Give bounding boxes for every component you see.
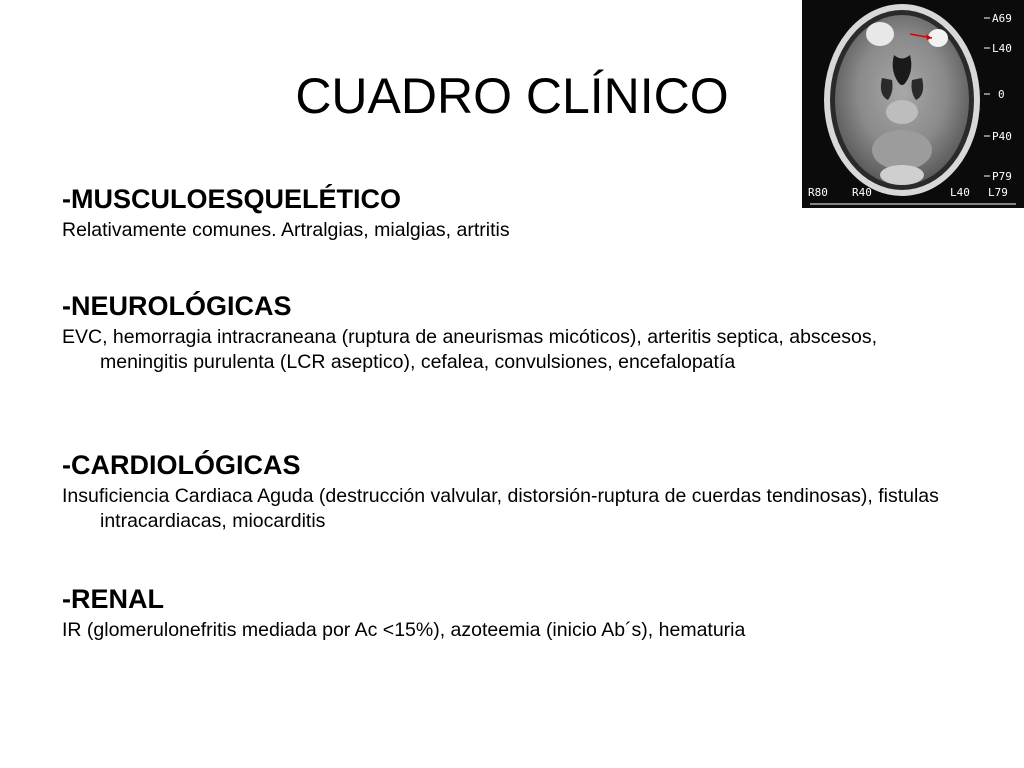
section-renal	[62, 580, 745, 643]
section-neurological	[62, 287, 962, 375]
section-heading: -MUSCULOESQUELÉTICO	[62, 184, 402, 214]
section-heading: -NEUROLÓGICAS	[62, 291, 292, 321]
mri-label-p40: P40	[992, 130, 1012, 143]
section-body: EVC, hemorragia intracraneana (ruptura de aneurismas micóticos), arteritis septica, abscesos, meningitis purulenta (LCR aseptico), cefalea, convulsiones, encefalopatía	[62, 326, 878, 373]
mri-label-0: 0	[998, 88, 1005, 101]
slide-title: CUADRO CLÍNICO	[295, 68, 729, 124]
mri-label-a69: A69	[992, 12, 1012, 25]
mri-label-a40: L40	[992, 42, 1012, 55]
section-musculoskeletal	[62, 180, 510, 243]
brain-mri-image	[802, 0, 1024, 208]
mri-label-r80: R80	[808, 186, 828, 199]
section-body: Insuficiencia Cardiaca Aguda (destrucción valvular, distorsión-ruptura de cuerdas tendinosas), fistulas intracardiacas, miocarditis	[62, 485, 939, 532]
brain-mri-graphic	[802, 0, 1024, 208]
mri-label-l40: L40	[950, 186, 970, 199]
mri-label-l79: L79	[988, 186, 1008, 199]
section-body: IR (glomerulonefritis mediada por Ac <15%), azoteemia (inicio Ab´s), hematuria	[62, 619, 746, 641]
section-body: Relativamente comunes. Artralgias, mialgias, artritis	[62, 219, 510, 241]
section-heading: -RENAL	[62, 584, 164, 614]
mri-label-r40: R40	[852, 186, 872, 199]
mri-label-p79: P79	[992, 170, 1012, 183]
section-heading: -CARDIOLÓGICAS	[62, 450, 301, 480]
section-cardiological	[62, 446, 962, 534]
